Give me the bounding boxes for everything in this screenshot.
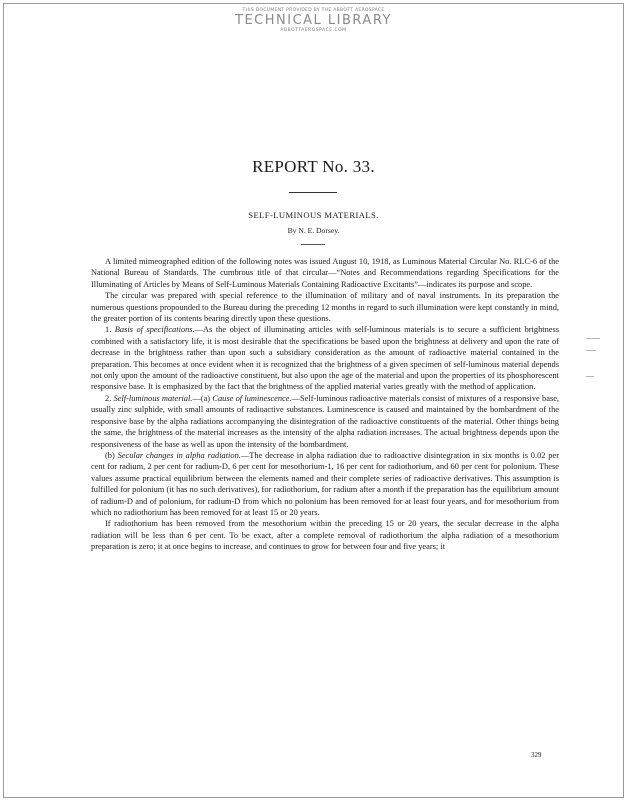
library-watermark — [4, 8, 623, 34]
report-body — [91, 256, 559, 553]
document-page — [3, 3, 624, 798]
watermark-url: ABBOTTAEROSPACE.COM — [280, 28, 347, 33]
title-rule — [289, 192, 337, 193]
section-heading: Self-luminous material. — [113, 393, 193, 403]
author-rule — [301, 244, 325, 245]
subsection-heading: Secular changes in alpha radiation. — [117, 450, 241, 460]
page-number: 329 — [531, 751, 542, 759]
watermark-title: TECHNICAL LIBRARY — [235, 13, 392, 28]
paragraph-basis: 1. Basis of specifications.—As the object of illuminating articles with self-luminous materials is to secure a sufficient brightness combined with a satisfactory life, it is most desirable that the specifications be based upon the brightness at delivery and upon the rate of decrease in the brightness rather than upon such a subsidiary consideration as the amount of radioactive material contained in the preparation. This becomes at once evident when it is recognized that the brightness of a given specimen of self-luminous material depends not only upon the amount of the radioactive constituent, but also upon the age of the material and upon the properties of its phosphorescent responsive base. It is emphasized by the fact that the brightness of the applied material varies greatly with the method of application. — [91, 325, 560, 392]
subsection-heading: Cause of luminescence. — [212, 393, 292, 403]
paragraph-intro: A limited mimeographed edition of the following notes was issued August 10, 1918, as Luminous Material Circular No. RLC-6 of the National Bureau of Standards. The cumbrous title of that circular—“Notes and Recommendations regarding Specifications for the Illuminating of Articles by Means of Self-Luminous Materials Containing Radioactive Excitants”—indicates its purpose and scope. — [91, 257, 559, 289]
section-heading: Basis of specifications. — [114, 325, 195, 335]
margin-mark — [586, 350, 596, 351]
margin-mark — [586, 338, 600, 339]
margin-mark — [586, 376, 594, 377]
report-title: REPORT No. 33. — [252, 157, 375, 176]
report-author: By N. E. Dorsey. — [287, 226, 340, 235]
paragraph-secular: (b) Secular changes in alpha radiation.—The decrease in alpha radiation due to radioactive disintegration in six months is 0.02 per cent for radium, 2 per cent for radium-D, 6 per cent for mesothorium-1, 16 per cent for radiothorium, and 60 per cent for polonium. These values assume practical equilibrium between the elements named and their complete series of radioactive derivatives. This assumption is fulfilled for polonium (it has no such derivatives), for radiothorium, for radium after a month if the preparation has the equilibrium amount of radium-D and of polonium, for radium-D from which no polonium has been removed for at least four years, and for mesothorium from which no radiothorium has been removed for at least 15 or 20 years. — [91, 450, 559, 517]
report-subtitle: SELF-LUMINOUS MATERIALS. — [248, 210, 379, 220]
paragraph-circular: The circular was prepared with special reference to the illumination of military and of naval instruments. In its preparation the numerous questions propounded to the Bureau during the preceding 12 months in regard to such illumination were kept constantly in mind, the greater portion of its contents bearing directly upon these questions. — [91, 291, 559, 324]
watermark-provider-line: THIS DOCUMENT PROVIDED BY THE ABBOTT AEROSPACE — [242, 8, 385, 13]
paragraph-radiothorium: If radiothorium has been removed from the mesothorium within the preceding 15 or 20 years, the secular decrease in the alpha radiation will be less than 6 per cent. To be exact, after a complete removal of radiothorium the alpha radiation of a mesothorium preparation is zero; it at once begins to increase, and continues to grow for between four and five years; it — [91, 519, 559, 552]
paragraph-material: 2. Self-luminous material.—(a) Cause of luminescence.—Self-luminous radioactive materials consist of mixtures of a responsive base, usually zinc sulphide, with small amounts of radioactive substances. Luminescence is caused and maintained by the bombardment of the responsive base by the alpha radiations accompanying the disintegration of the radioactive constituents of the material. Other things being the same, the brightness of the material increases as the intensity of the alpha radiation increases. The actual brightness depends upon the responsiveness of the base as well as upon the intensity of the bombardment. — [91, 393, 560, 449]
